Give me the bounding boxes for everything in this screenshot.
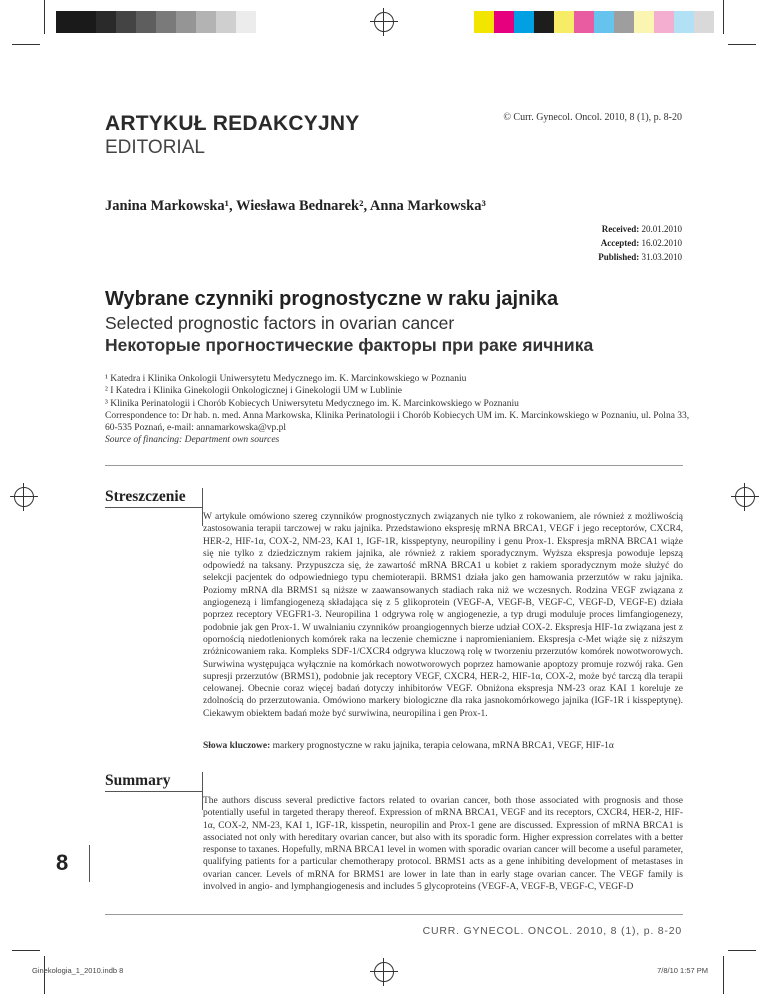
color-swatch <box>534 11 554 33</box>
title-polish: Wybrane czynniki prognostyczne w raku jajnika <box>105 288 559 310</box>
page-number-rule <box>89 845 90 882</box>
color-swatch <box>176 11 196 33</box>
crop-mark <box>728 950 756 951</box>
color-swatch <box>156 11 176 33</box>
color-swatch <box>76 11 96 33</box>
registration-mark-icon <box>14 487 34 507</box>
section-heading-streszczenie: Streszczenie <box>105 488 186 505</box>
color-swatch <box>216 11 236 33</box>
affiliation-3: ³ Klinika Perinatologii i Chorób Kobiecych Uniwersytetu Medycznego im. K. Marcinkowskiego w Poznaniu <box>105 398 519 409</box>
keywords <box>203 741 683 751</box>
abstract-polish: W artykule omówiono szereg czynników prognostycznych związanych nie tylko z rokowaniem, ale również z możliwością zastosowania terapii tarczowej w raku jajnika. Przedstawiono ekspresję mRNA BRCA1, VEGF i jego receptorów, CXCR4, HER-2, HIF-1α, COX-2, NM-23, KAI 1, IGF-1R, kisspeptyny, neuropiliny i genu Prox-1. Ekspresja mRNA BRCA1 wiąże się nie tylko z dziedzicznym rakiem jajnika, ale również z rakiem sporadycznym. Wyższa ekspresja powoduje lepszą odpowiedź na taksany. Przypuszcza się, że zawartość mRNA BRCA1 u kobiet z rakiem sporadycznym może służyć do selekcji pacjentek do odpowiedniego typu chemioterapii. BRMS1 działa jako gen hamowania przerzutów w raku jajnika. Poziomy mRNA dla BRMS1 są niższe w zaawansowanych stadiach raka niż we wczesnych. Rodzina VEGF związana z angiogenezą i limfangiogenezą składająca się z 5 glikoprotein (VEGF-A, VEGF-B, VEGF-C, VEGF-D, VEGF-E) działa poprzez receptory VEGFR1-3. Neuropilina 1 odgrywa rolę w angiogenezie, a typ drugi moduluje proces limfangiogenezy, podobnie jak gen Prox-1. W uwalnianiu czynników proangiogennych bierze udział COX-2. Ekspresja HIF-1α związana jest z opornością niedotlenionych komórek raka na leczenie chemiczne i napromienianiem. Ekspresja c-Met wiąże się z niższym zróżnicowaniem raka. Kompleks SDF-1/CXCR4 odgrywa kluczową rolę w tworzeniu przerzutów komórek nowotworowych. Surwiwina występująca wyłącznie na komórkach nowotworowych poprzez hamowanie apoptozy promuje rozwój raka. Gen supresji przerzutów (BRMS1), podobnie jak receptory VEGF, CXCR4, HER-2, HIF-1α, COX-2, może być tarczą dla terapii celowanej. Obecnie coraz więcej badań dotyczy inhibitorów VEGF. Obniżona ekspresja NM-23 oraz KAI 1 koreluje ze zdolnością do przerzutowania. Omówiono markery biologiczne dla raka jasnokomórkowego jajnika (IGF-1R i kisspeptynę). Ciekawym obiektem badań może być surwiwina, neuropilina i gen Prox-1. <box>203 512 683 719</box>
title-russian: Некоторые прогностические факторы при раке яичника <box>105 335 594 355</box>
color-swatch <box>236 11 256 33</box>
affiliation-1: ¹ Katedra i Klinika Onkologii Uniwersytetu Medycznego im. K. Marcinkowskiego w Poznaniu <box>105 374 467 384</box>
published-date: 31.03.2010 <box>641 252 682 262</box>
published-label: Published: <box>598 252 640 262</box>
accepted-date: 16.02.2010 <box>641 238 682 248</box>
print-slug-date: 7/8/10 1:57 PM <box>657 966 708 975</box>
crop-mark <box>723 0 724 34</box>
article-type-label-en: EDITORIAL <box>105 137 205 158</box>
crop-mark <box>44 0 45 34</box>
color-swatch <box>56 11 76 33</box>
affiliation-2: ² I Katedra i Klinika Ginekologii Onkologicznej i Ginekologii UM w Lublinie <box>105 386 403 397</box>
accepted-label: Accepted: <box>600 238 640 248</box>
citation: © Curr. Gynecol. Oncol. 2010, 8 (1), p. 8-20 <box>503 112 682 123</box>
color-swatch <box>96 11 116 33</box>
crop-mark <box>12 44 40 45</box>
color-swatch <box>494 11 514 33</box>
journal-footer: CURR. GYNECOL. ONCOL. 2010, 8 (1), p. 8-20 <box>422 925 682 937</box>
print-slug-file: Ginekologia_1_2010.indb 8 <box>32 966 124 975</box>
crop-mark <box>12 950 40 951</box>
received-date: 20.01.2010 <box>641 224 682 234</box>
section-heading-summary: Summary <box>105 772 171 789</box>
abstract-english: The authors discuss several predictive factors related to ovarian cancer, both those associated with prognosis and those potentially useful in targeted therapy thereof. Expression of mRNA BRCA1, VEGF and its receptors, CXCR4, HER-2, HIF-1α, COX-2, NM-23, KAI 1, IGF-1R, kisspetin, neuropilin and Prox-1 gene are discussed. Expression of mRNA BRCA1 is associated not only with hereditary ovarian cancer, but also with its sporadic form. Higher expression correlates with a better response to taxanes. Hopefully, mRNA BRCA1 level in women with sporadic ovarian cancer will become a useful parameter, qualifying patients for a particular chemotherapy protocol. BRMS1 acts as a gene inhibiting development of metastases in ovarian cancer. Levels of mRNA for BRMS1 are lower in late than in early stage ovarian cancer. The VEGF family is involved in angio- and lymphangiogenesis and includes 5 glycoproteins (VEGF-A, VEGF-B, VEGF-C, VEGF-D <box>203 796 683 893</box>
color-swatch <box>116 11 136 33</box>
section-rule <box>105 507 202 508</box>
funding-source: Source of financing: Department own sources <box>105 435 280 446</box>
crop-mark <box>728 44 756 45</box>
keywords-list: markery prognostyczne w raku jajnika, terapia celowana, mRNA BRCA1, VEGF, HIF-1α <box>272 741 614 751</box>
footer-divider <box>105 914 683 915</box>
color-swatch <box>574 11 594 33</box>
publication-dates <box>598 222 682 264</box>
affiliations <box>105 373 695 447</box>
color-swatch <box>136 11 156 33</box>
registration-mark-icon <box>374 12 394 32</box>
author-list: Janina Markowska¹, Wiesława Bednarek², Anna Markowska³ <box>105 198 486 214</box>
color-swatch <box>634 11 654 33</box>
received-label: Received: <box>601 224 640 234</box>
color-swatch <box>514 11 534 33</box>
crop-mark <box>723 956 724 994</box>
page-number: 8 <box>56 850 69 875</box>
color-swatch <box>196 11 216 33</box>
registration-mark-icon <box>374 962 394 982</box>
registration-mark-icon <box>735 487 755 507</box>
correspondence: Correspondence to: Dr hab. n. med. Anna Markowska, Klinika Perinatologii i Chorób Kobiecych UM im. K. Marcinkowskiego w Poznaniu, ul. Polna 33, 60-535 Poznań, e-mail: annamarkowska@vp.pl <box>105 410 690 434</box>
color-swatch <box>694 11 714 33</box>
section-rule <box>105 791 202 792</box>
color-swatch <box>654 11 674 33</box>
title-english: Selected prognostic factors in ovarian cancer <box>105 313 455 333</box>
color-swatch <box>674 11 694 33</box>
divider <box>105 465 683 466</box>
color-swatch <box>614 11 634 33</box>
article-type-label: ARTYKUŁ REDAKCYJNY <box>105 112 360 135</box>
color-swatch <box>474 11 494 33</box>
crop-mark <box>44 956 45 994</box>
color-swatch <box>594 11 614 33</box>
keywords-label: Słowa kluczowe: <box>203 741 271 751</box>
color-swatch <box>554 11 574 33</box>
